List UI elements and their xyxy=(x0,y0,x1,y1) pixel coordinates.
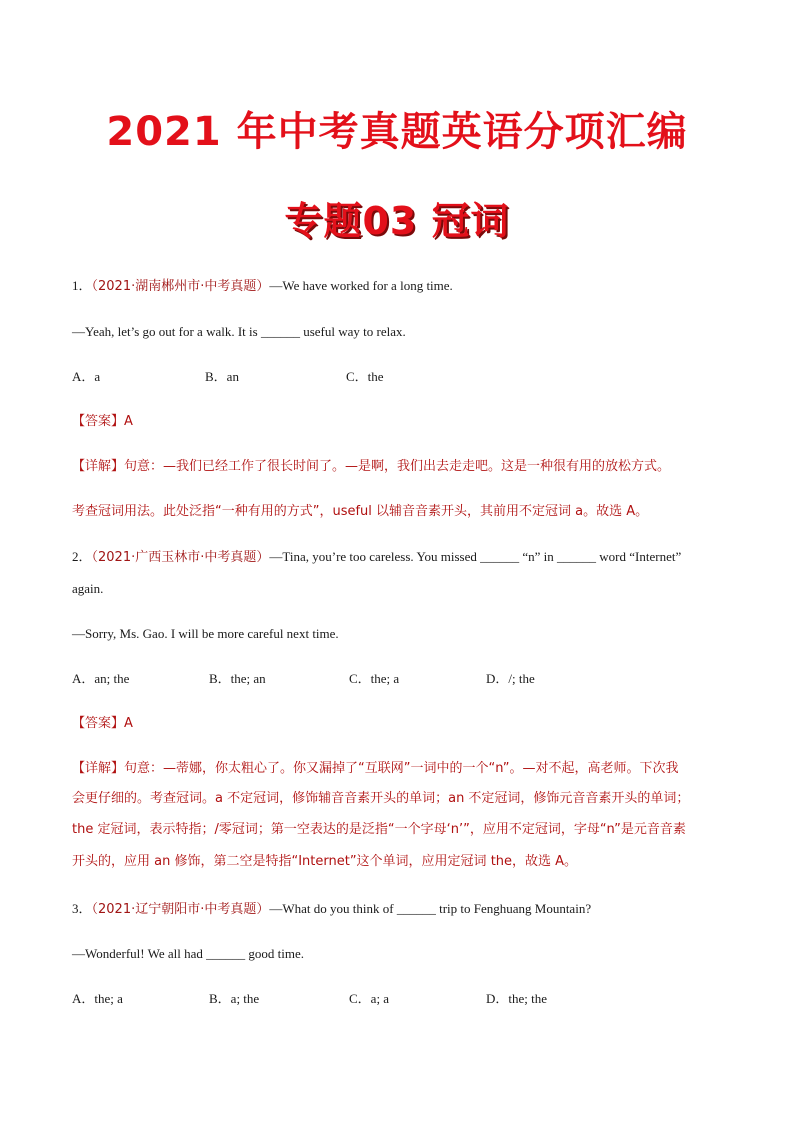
question-2-stem-cont: again. xyxy=(72,581,104,596)
question-2-stem xyxy=(72,545,732,570)
document-subtitle: 专题03 冠词 xyxy=(284,199,510,243)
question-3-source: （2021·辽宁朝阳市·中考真题） xyxy=(91,902,270,917)
question-2-option-b: B．the; an xyxy=(209,671,266,686)
detail-text: 句意：—蒂娜，你太粗心了。你又漏掉了“互联网”一词中的一个“n”。—对不起，高老师。下次我 xyxy=(124,761,679,776)
detail-label: 【详解】 xyxy=(72,459,125,474)
question-3-reply: —Wonderful! We all had ______ good time. xyxy=(72,946,304,961)
detail-text: 句意：—我们已经工作了很长时间了。—是啊，我们出去走走吧。这是一种很有用的放松方式。 xyxy=(124,459,671,474)
question-3-text: —What do you think of ______ trip to Fenghuang Mountain? xyxy=(269,901,592,916)
answer-value: A xyxy=(124,414,133,429)
answer-label: 【答案】 xyxy=(72,716,125,731)
detail-label: 【详解】 xyxy=(72,761,125,776)
question-1-option-c: C．the xyxy=(346,369,384,384)
question-1-option-b: B．an xyxy=(205,369,239,384)
question-1-answer xyxy=(72,410,732,434)
question-3-option-d: D．the; the xyxy=(486,991,548,1006)
question-1-detail-line-1 xyxy=(72,455,732,479)
question-2-reply: —Sorry, Ms. Gao. I will be more careful next time. xyxy=(72,626,339,641)
question-2-option-a: A．an; the xyxy=(72,671,130,686)
question-2-detail-line-2: 会更仔细的。考查冠词。a 不定冠词，修饰辅音音素开头的单词；an 不定冠词，修饰元音音素开头的单词； xyxy=(72,791,690,806)
question-3-option-c: C．a; a xyxy=(349,991,390,1006)
question-3-option-b: B．a; the xyxy=(209,991,260,1006)
question-1-detail-line-2: 考查冠词用法。此处泛指“一种有用的方式”，useful 以辅音音素开头，其前用不定冠词 a。故选 A。 xyxy=(72,504,649,519)
question-1-number: 1． xyxy=(72,278,92,293)
question-1-reply: —Yeah, let’s go out for a walk. It is ______ useful way to relax. xyxy=(72,324,406,339)
question-3-number: 3． xyxy=(72,901,92,916)
question-2-source: （2021·广西玉林市·中考真题） xyxy=(91,550,270,565)
question-3-stem xyxy=(72,897,732,922)
question-2-option-c: C．the; a xyxy=(349,671,400,686)
question-2-option-d: D．/; the xyxy=(486,671,535,686)
question-1-source: （2021·湖南郴州市·中考真题） xyxy=(91,279,270,294)
question-2-number: 2． xyxy=(72,549,92,564)
question-2-text: —Tina, you’re too careless. You missed ______ “n” in ______ word “Internet” xyxy=(269,549,682,564)
question-1-option-a: A．a xyxy=(72,369,101,384)
answer-value: A xyxy=(124,716,133,731)
document-title: 2021 年中考真题英语分项汇编 xyxy=(106,109,688,155)
question-1-stem xyxy=(72,274,732,299)
question-2-answer xyxy=(72,712,732,736)
question-2-detail-line-4: 开头的，应用 an 修饰，第二空是特指“Internet”这个单词，应用定冠词 the，故选 A。 xyxy=(72,854,578,869)
question-1-text: —We have worked for a long time. xyxy=(269,278,453,293)
answer-label: 【答案】 xyxy=(72,414,125,429)
question-3-option-a: A．the; a xyxy=(72,991,123,1006)
question-2-detail-line-1 xyxy=(72,757,732,781)
question-2-detail-line-3: the 定冠词，表示特指；/零冠词；第一空表达的是泛指“一个字母‘n’”，应用不定冠词，字母“n”是元音音素 xyxy=(72,822,686,837)
